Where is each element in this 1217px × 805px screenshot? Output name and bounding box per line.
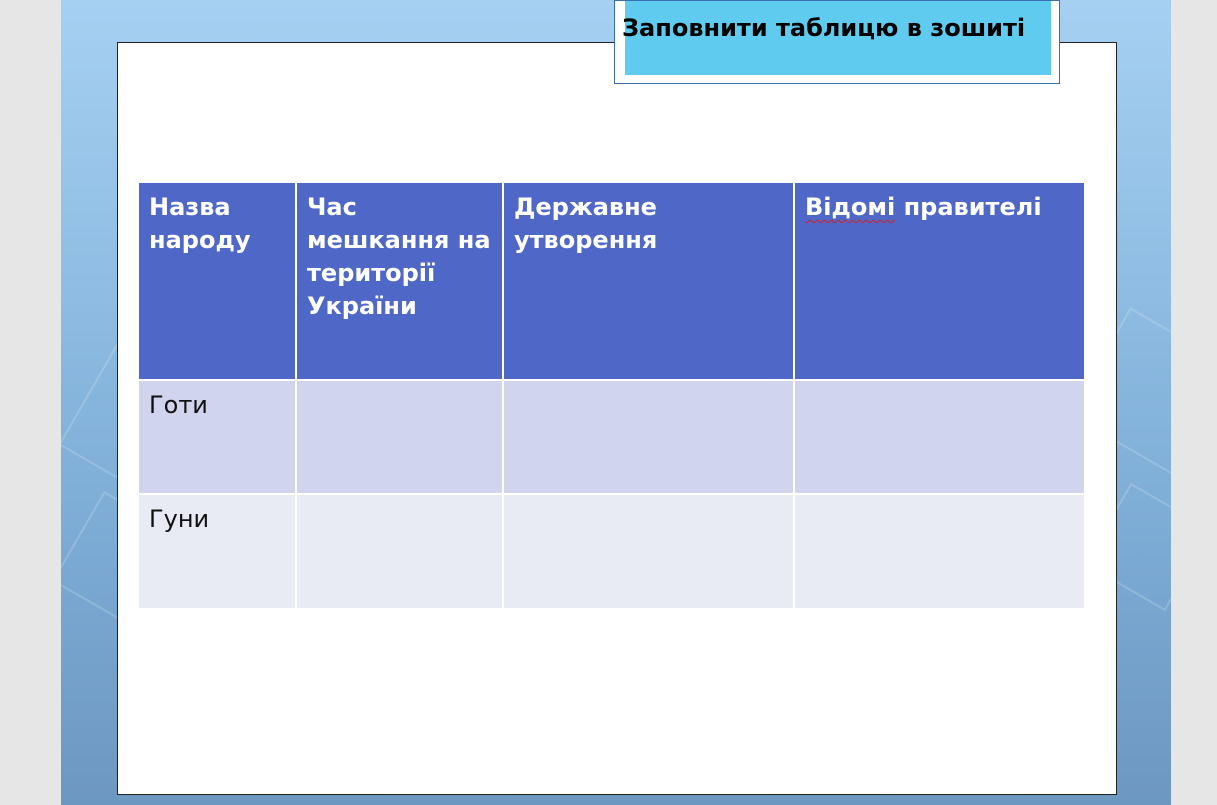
table-cell[interactable] xyxy=(794,494,1085,609)
table-cell[interactable] xyxy=(296,380,503,494)
table-row xyxy=(138,380,1085,494)
table-cell[interactable] xyxy=(503,494,794,609)
table-row xyxy=(138,494,1085,609)
table-cell[interactable] xyxy=(794,380,1085,494)
table-cell[interactable]: Готи xyxy=(138,380,296,494)
header-cell-state-formation[interactable]: Державне утворення xyxy=(503,182,794,380)
table-header-row xyxy=(138,182,1085,380)
header-cell-known-rulers[interactable] xyxy=(794,182,1085,380)
title-box[interactable] xyxy=(614,0,1060,84)
table-cell[interactable] xyxy=(503,380,794,494)
table-cell[interactable] xyxy=(296,494,503,609)
table-cell[interactable]: Гуни xyxy=(138,494,296,609)
slide-title[interactable]: Заповнити таблицю в зошиті xyxy=(622,14,1026,42)
header-text-rest: правителі xyxy=(895,193,1042,221)
header-cell-time-period[interactable]: Час мешкання на території України xyxy=(296,182,503,380)
data-table[interactable] xyxy=(137,181,1086,610)
spellcheck-underlined-word: Відомі xyxy=(805,193,896,221)
header-cell-people-name[interactable]: Назва народу xyxy=(138,182,296,380)
